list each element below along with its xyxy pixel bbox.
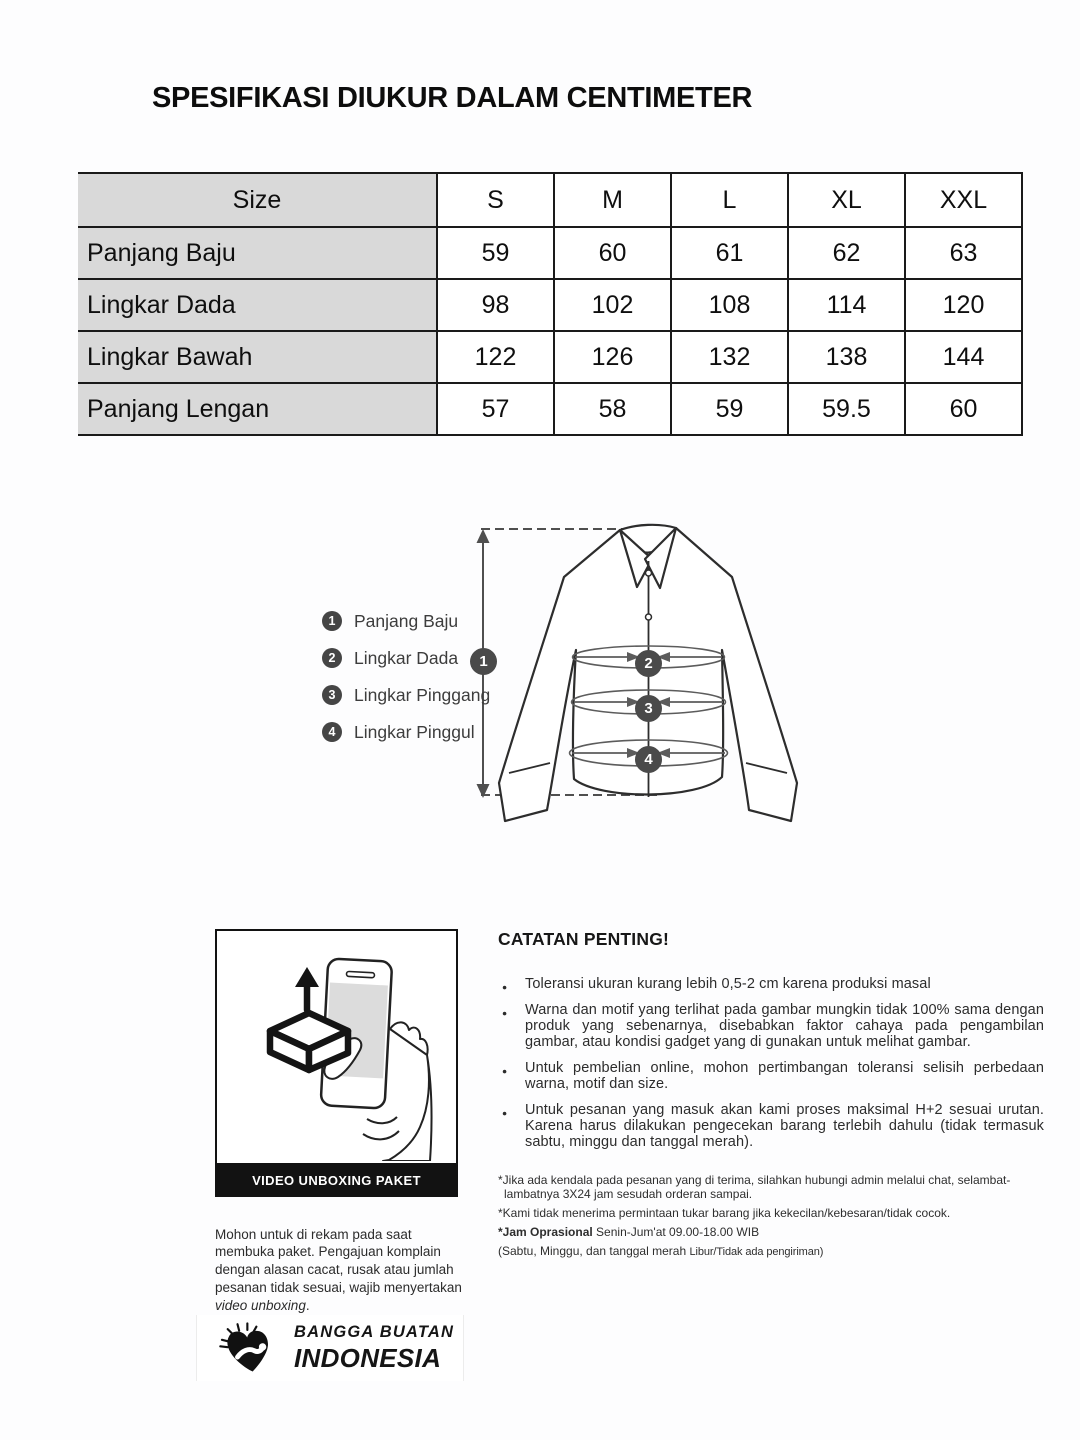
page-title: SPESIFIKASI DIUKUR DALAM CENTIMETER (152, 82, 753, 114)
unboxing-note-period: . (305, 1298, 310, 1314)
brand-line-2: INDONESIA (294, 1342, 442, 1373)
note-bullet: ● Untuk pembelian online, mohon pertimbangan toleransi selisih perbedaan warna, motif dan size. (498, 1060, 1044, 1092)
hours-detail-text: (Sabtu, Minggu, dan tanggal merah (498, 1244, 690, 1258)
cell: 132 (671, 331, 788, 383)
unboxing-illustration (217, 931, 456, 1161)
cell: 57 (437, 383, 554, 435)
unboxing-note (215, 1226, 473, 1316)
cell: 62 (788, 227, 905, 279)
legend-label: Panjang Baju (354, 610, 459, 631)
footnote-exchange: *Kami tidak menerima permintaan tukar barang jika kekecilan/kebesaran/tidak cocok. (498, 1206, 951, 1220)
notes-bullet-list (498, 976, 1044, 1160)
row-label: Lingkar Dada (78, 279, 437, 331)
legend-item-panjang-baju (322, 610, 458, 632)
legend-label: Lingkar Pinggang (354, 684, 491, 705)
table-row (78, 383, 1022, 435)
footnote-hours-detail (498, 1244, 1054, 1259)
cell: 108 (671, 279, 788, 331)
notes-heading: CATATAN PENTING! (498, 929, 670, 949)
diagram-marker-1: 1 (470, 648, 497, 675)
footnote-complaint: *Jika ada kendala pada pesanan yang di terima, silahkan hubungi admin melalui chat, selambat-lambatnya 3X24 jam sesudah orderan sampai. (498, 1173, 1011, 1201)
cell: 61 (671, 227, 788, 279)
note-bullet: ● Warna dan motif yang terlihat pada gambar mungkin tidak 100% sama dengan produk yang sebenarnya, disebabkan faktor cahaya pada pengambilan gambar, atau kondisi gadget yang di gunakan untuk melihat gambar. (498, 1002, 1044, 1050)
cell: 59 (437, 227, 554, 279)
row-label: Panjang Baju (78, 227, 437, 279)
legend-number-badge: 3 (322, 685, 342, 705)
table-header-row (78, 173, 1022, 227)
legend-item-lingkar-pinggul (322, 721, 475, 743)
diagram-marker-4: 4 (635, 746, 662, 773)
note-bullet: ● Toleransi ukuran kurang lebih 0,5-2 cm karena produksi masal (498, 976, 1044, 992)
col-header-xl: XL (788, 173, 905, 227)
brand-line-1: BANGGA BUATAN (294, 1322, 455, 1341)
table-row (78, 279, 1022, 331)
legend-item-lingkar-dada (322, 647, 458, 669)
col-header-size: Size (78, 173, 437, 227)
table-row (78, 331, 1022, 383)
cell: 59.5 (788, 383, 905, 435)
legend-number-badge: 1 (322, 611, 342, 631)
cell: 60 (905, 383, 1022, 435)
cell: 59 (671, 383, 788, 435)
cell: 144 (905, 331, 1022, 383)
bangga-buatan-indonesia-badge (196, 1315, 464, 1381)
unboxing-banner: VIDEO UNBOXING PAKET (215, 1163, 458, 1197)
row-label: Panjang Lengan (78, 383, 437, 435)
col-header-s: S (437, 173, 554, 227)
video-unboxing-card (215, 929, 458, 1197)
col-header-m: M (554, 173, 671, 227)
cell: 138 (788, 331, 905, 383)
cell: 114 (788, 279, 905, 331)
legend-item-lingkar-pinggang (322, 684, 490, 706)
footnote-hours (498, 1225, 1054, 1239)
diagram-marker-2: 2 (635, 650, 662, 677)
cell: 60 (554, 227, 671, 279)
bangga-buatan-indonesia-logo-icon (217, 1319, 281, 1377)
col-header-l: L (671, 173, 788, 227)
note-bullet: ● Untuk pesanan yang masuk akan kami proses maksimal H+2 sesuai urutan. Karena harus dilakukan pengecekan barang terlebih dahulu (tidak termasuk sabtu, minggu dan tanggal merah). (498, 1102, 1044, 1150)
hours-label: *Jam Oprasional (498, 1225, 593, 1239)
shirt-diagram-illustration (290, 508, 850, 858)
table-row (78, 227, 1022, 279)
cell: 58 (554, 383, 671, 435)
cell: 122 (437, 331, 554, 383)
legend-number-badge: 2 (322, 648, 342, 668)
col-header-xxl: XXL (905, 173, 1022, 227)
brand-text (294, 1323, 454, 1374)
legend-number-badge: 4 (322, 722, 342, 742)
hours-detail-alt: Libur/Tidak ada pengiriman) (689, 1246, 824, 1258)
legend-label: Lingkar Dada (354, 647, 459, 668)
cell: 120 (905, 279, 1022, 331)
legend-label: Lingkar Pinggul (354, 721, 475, 742)
cell: 63 (905, 227, 1022, 279)
cell: 126 (554, 331, 671, 383)
size-spec-table (78, 172, 1023, 436)
diagram-marker-3: 3 (635, 695, 662, 722)
unboxing-note-italic: video unboxing (215, 1298, 306, 1314)
hours-value: Senin-Jum'at 09.00-18.00 WIB (592, 1225, 760, 1239)
unboxing-note-text: Mohon untuk di rekam pada saat membuka paket. Pengajuan komplain dengan alasan cacat, rusak atau jumlah pesanan tidak sesuai, wajib menyertakan (215, 1226, 462, 1296)
footnotes (498, 1173, 1054, 1264)
cell: 102 (554, 279, 671, 331)
row-label: Lingkar Bawah (78, 331, 437, 383)
cell: 98 (437, 279, 554, 331)
